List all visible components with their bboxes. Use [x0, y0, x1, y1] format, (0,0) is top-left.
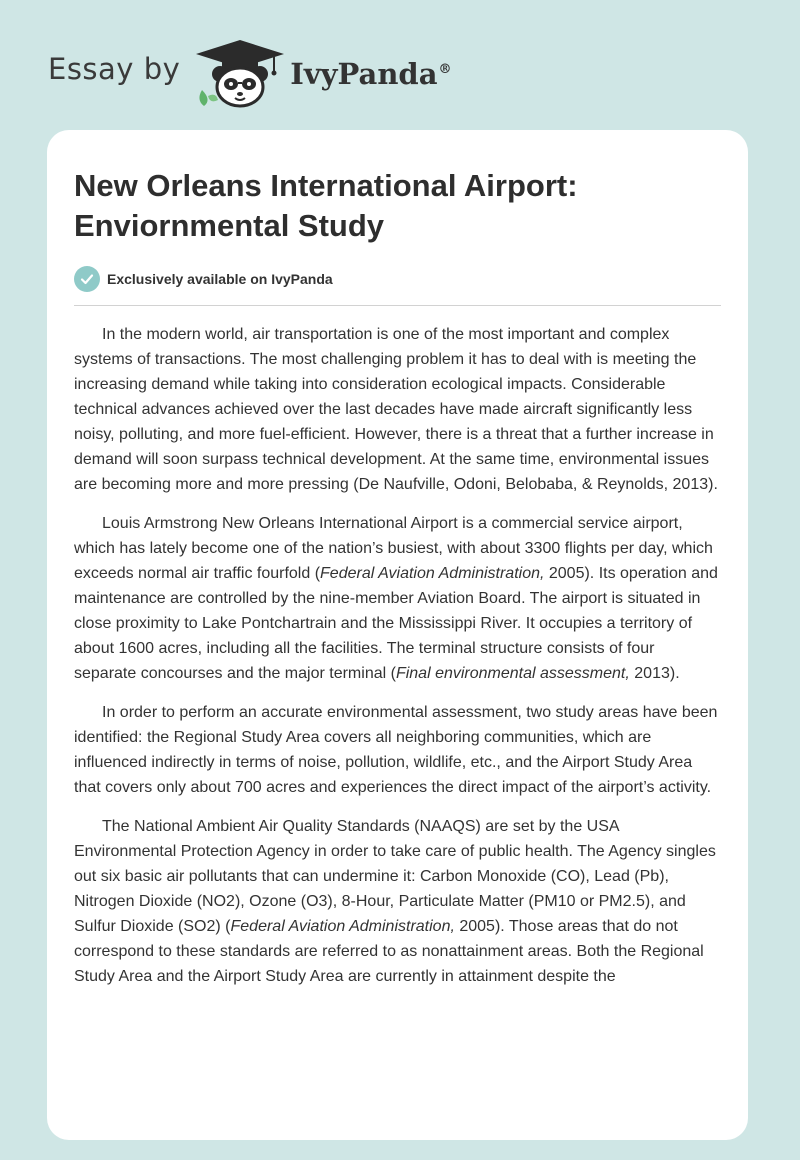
brand-name[interactable]: IvyPanda®	[290, 57, 452, 91]
essay-by-label: Essay by	[48, 52, 181, 86]
exclusive-label: Exclusively available on IvyPanda	[107, 271, 333, 287]
registered-mark: ®	[438, 62, 452, 78]
paragraph: Louis Armstrong New Orleans International Airport is a commercial service airport, which has lately become one of the nation’s busiest, with about 3300 flights per day, which exceeds normal air traffic fourfold (Federal Aviation Administration, 2005). Its operation and maintenance are controlled by the nine-member Aviation Board. The airport is situated in close proximity to Lake Pontchartrain and the Mississippi River. It occupies a territory of about 1600 acres, including all the facilities. The terminal structure consists of four separate concourses and the major terminal (Final environmental assessment, 2013).	[74, 515, 718, 682]
citation-italic: Federal Aviation Administration,	[320, 565, 545, 582]
paragraph: In the modern world, air transportation is one of the most important and complex systems of transactions. The most challenging problem it has to deal with is meeting the increasing demand while taking into consideration ecological impacts. Considerable technical advances achieved over the last decades have made aircraft significantly less noisy, polluting, and more fuel-efficient. However, there is a threat that a further increase in demand will soon surpass technical development. At the same time, environmental issues are becoming more and more pressing (De Naufville, Odoni, Belobaba, & Reynolds, 2013).	[74, 326, 718, 493]
site-header	[48, 38, 452, 108]
essay-body	[74, 322, 721, 989]
paragraph: In order to perform an accurate environmental assessment, two study areas have been identified: the Regional Study Area covers all neighboring communities, which are influenced indirectly in terms of noise, pollution, wildlife, etc., and the Airport Study Area that covers only about 700 acres and experiences the direct impact of the airport’s activity.	[74, 704, 718, 796]
citation-italic: Federal Aviation Administration,	[230, 918, 455, 935]
check-circle-icon	[74, 266, 100, 292]
paragraph: The National Ambient Air Quality Standards (NAAQS) are set by the USA Environmental Protection Agency in order to take care of public health. The Agency singles out six basic air pollutants that can undermine it: Carbon Monoxide (CO), Lead (Pb), Nitrogen Dioxide (NO2), Ozone (O3), 8-Hour, Particulate Matter (PM10 or PM2.5), and Sulfur Dioxide (SO2) (Federal Aviation Administration, 2005). Those areas that do not correspond to these standards are referred to as nonattainment areas. Both the Regional Study Area and the Airport Study Area are currently in attainment despite the	[74, 818, 716, 985]
essay-card	[47, 130, 748, 1140]
panda-graduate-icon[interactable]	[194, 38, 286, 108]
divider	[74, 305, 721, 306]
citation-italic: Final environmental assessment,	[395, 665, 630, 682]
exclusive-badge	[74, 265, 721, 293]
essay-title: New Orleans International Airport: Enviornmental Study	[74, 168, 578, 243]
